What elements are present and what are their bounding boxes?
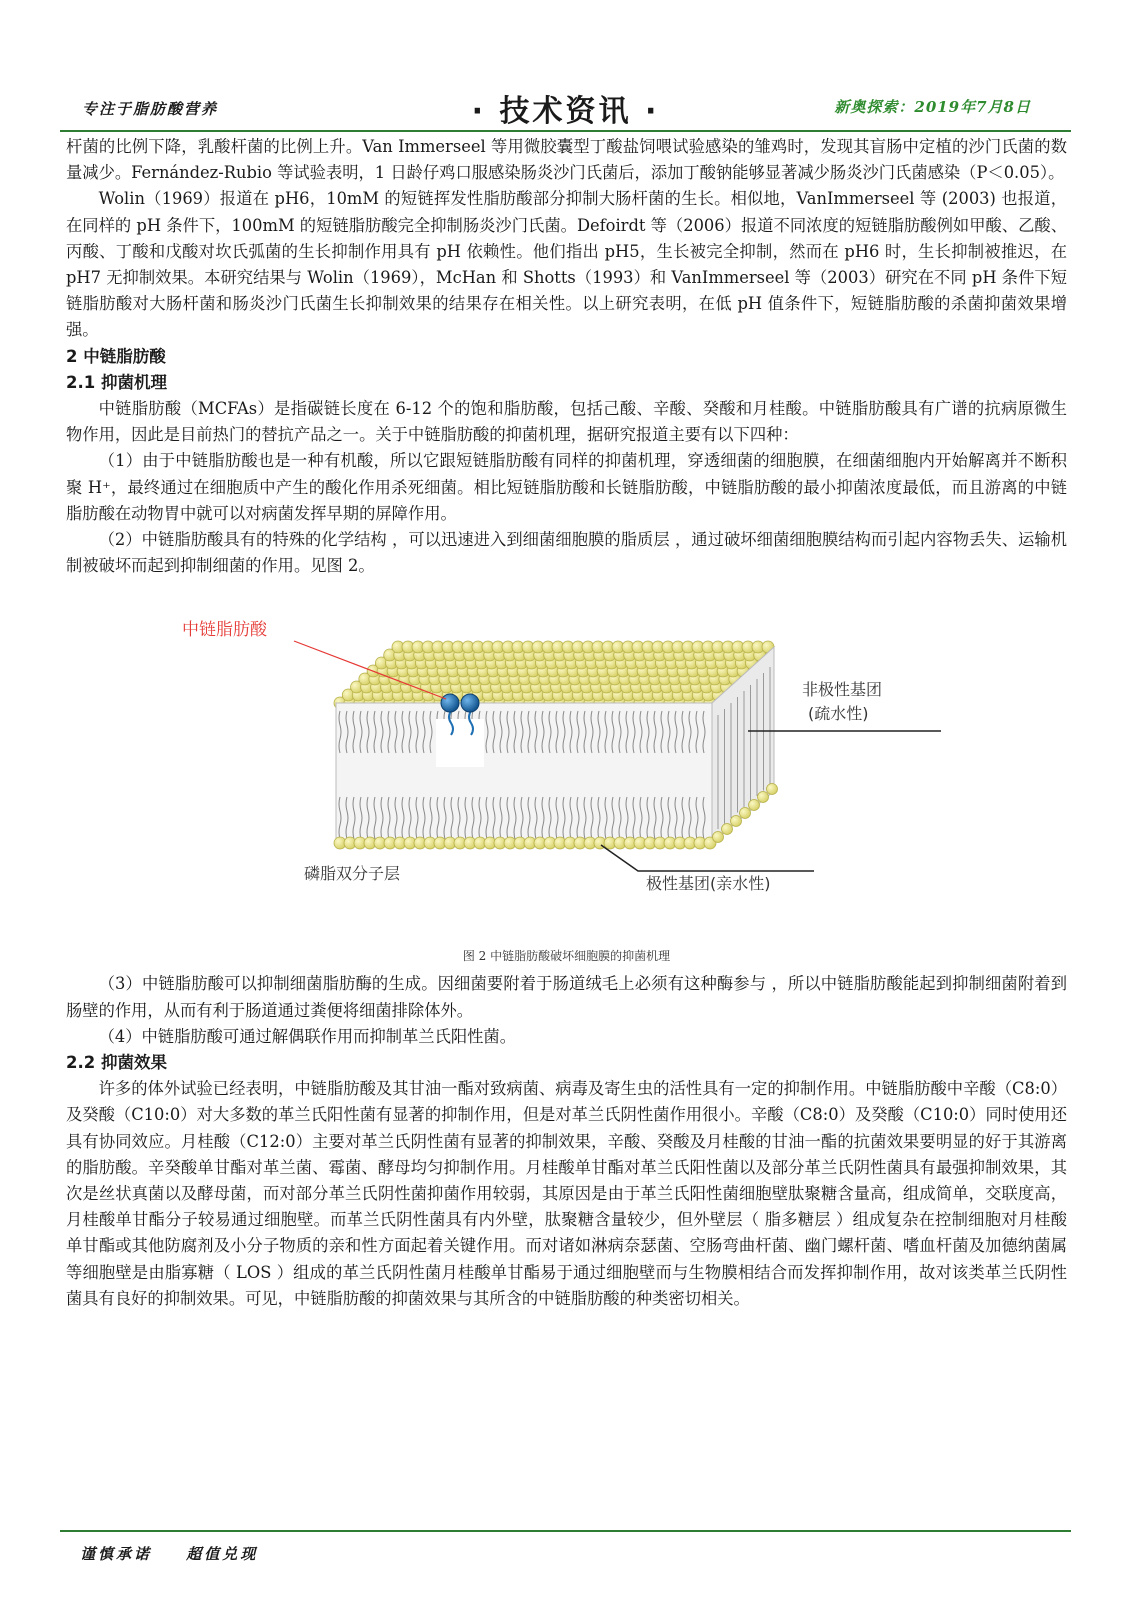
label-nonpolar-sub: (疏水性) <box>808 704 869 724</box>
lipid-head <box>713 832 724 843</box>
header-slogan: 专注于脂肪酸营养 <box>82 100 219 118</box>
header-date: 新奥探索：2019年7月8日 <box>834 98 1031 116</box>
header-rule <box>60 130 1071 132</box>
heading-effect: 2.2 抑菌效果 <box>66 1053 167 1073</box>
article-body <box>66 134 1067 1312</box>
label-polar: 极性基团(亲水性) <box>646 874 771 894</box>
label-nonpolar: 非极性基团 <box>802 680 883 700</box>
label-polar-leader <box>601 845 814 871</box>
paragraph-1: 杆菌的比例下降，乳酸杆菌的比例上升。Van Immerseel 等用微胶囊型丁酸盐饲喂试验感染的雏鸡时，发现其盲肠中定植的沙门氏菌的数量减少。Fernández-Rubio 等试验表明，1 日龄仔鸡口服感染肠炎沙门氏菌后，添加丁酸钠能够显著减少肠炎沙门氏菌感染（P＜0.05）。 <box>66 137 1067 183</box>
paragraph-5: （2）中链脂肪酸具有的特殊的化学结构 ，可以迅速进入到细菌细胞膜的脂质层 ，通过破坏细菌细胞膜结构而引起内容物丢失、运输机制被破坏而起到抑制细菌的作用。见图 2。 <box>66 530 1067 576</box>
figure-2 <box>66 607 1067 971</box>
figure-caption: 图 2 中链脂肪酸破坏细胞膜的抑菌机理 <box>462 949 671 964</box>
membrane-diagram <box>66 607 1067 937</box>
paragraph-3: 中链脂肪酸（MCFAs）是指碳链长度在 6-12 个的饱和脂肪酸，包括己酸、辛酸、癸酸和月桂酸。中链脂肪酸具有广谱的抗病原微生物作用，因此是目前热门的替抗产品之一。关于中链脂肪酸的抑菌机理，据研究报道主要有以下四种： <box>66 399 1067 445</box>
lipid-head <box>722 824 733 835</box>
footer-slogan-right: 超值兑现 <box>186 1545 259 1563</box>
page-footer <box>80 1543 284 1564</box>
footer-slogan-left: 谨慎承诺 <box>80 1545 153 1563</box>
label-bilayer: 磷脂双分子层 <box>304 864 401 884</box>
footer-rule <box>60 1530 1071 1532</box>
lipid-head <box>758 792 769 803</box>
lipid-head <box>731 816 742 827</box>
heading-mcfa: 2 中链脂肪酸 <box>66 346 166 366</box>
lipid-head <box>740 808 751 819</box>
lipid-head <box>749 800 760 811</box>
mcfa-head <box>441 694 459 712</box>
paragraph-8: 许多的体外试验已经表明，中链脂肪酸及其甘油一酯对致病菌、病毒及寄生虫的活性具有一定的抑制作用。中链脂肪酸中辛酸（C8:0）及癸酸（C10:0）对大多数的革兰氏阳性菌有显著的抑制作用，但是对革兰氏阴性菌作用很小。辛酸（C8:0）及癸酸（C10:0）同时使用还具有协同效应。月桂酸（C12:0）主要对革兰氏阴性菌有显著的抑制效果，辛酸、癸酸及月桂酸的甘油一酯的抗菌效果要明显的好于其游离的脂肪酸。辛癸酸单甘酯对革兰菌、霉菌、酵母均匀抑制作用。月桂酸单甘酯对革兰氏阳性菌以及部分革兰氏阴性菌具有最强抑制效果，其次是丝状真菌以及酵母菌，而对部分革兰氏阴性菌抑菌作用较弱，其原因是由于革兰氏阳性菌细胞壁肽聚糖含量高，组成简单，交联度高，月桂酸单甘酯分子较易通过细胞壁。而革兰氏阴性菌具有内外壁，肽聚糖含量较少，但外壁层（ 脂多糖层 ）组成复杂在控制细胞对月桂酸单甘酯或其他防腐剂及小分子物质的亲和性方面起着关键作用。而对诸如淋病奈瑟菌、空肠弯曲杆菌、幽门螺杆菌、嗜血杆菌及加德纳菌属等细胞壁是由脂寡糖（ LOS ）组成的革兰氏阴性菌月桂酸单甘酯易于通过细胞壁而与生物膜相结合而发挥抑制作用，故对该类革兰氏阴性菌具有良好的抑制效果。可见，中链脂肪酸的抑菌效果与其所含的中链脂肪酸的种类密切相关。 <box>66 1079 1067 1308</box>
heading-mechanism: 2.1 抑菌机理 <box>66 372 167 392</box>
paragraph-4: （1）由于中链脂肪酸也是一种有机酸，所以它跟短链脂肪酸有同样的抑菌机理，穿透细菌的细胞膜，在细菌细胞内开始解离并不断积聚 H⁺，最终通过在细胞质中产生的酸化作用杀死细菌。相比短链脂肪酸和长链脂肪酸，中链脂肪酸的最小抑菌浓度最低，而且游离的中链脂肪酸在动物胃中就可以对病菌发挥早期的屏障作用。 <box>66 451 1067 523</box>
page-header <box>60 84 1071 130</box>
label-mcfa: 中链脂肪酸 <box>182 620 267 641</box>
lipid-head <box>767 784 778 795</box>
mcfa-head <box>461 694 479 712</box>
lipid-heads-top <box>334 641 774 709</box>
membrane-disruption-gap <box>436 719 484 767</box>
paragraph-2: Wolin（1969）报道在 pH6，10mM 的短链挥发性脂肪酸部分抑制大肠杆菌的生长。相似地，VanImmerseel 等 (2003) 也报道，在同样的 pH 条件下，100mM 的短链脂肪酸完全抑制肠炎沙门氏菌。Defoirdt 等（2006）报道不同浓度的短链脂肪酸例如甲酸、乙酸、丙酸、丁酸和戊酸对坎氏弧菌的生长抑制作用具有 pH 依赖性。他们指出 pH5，生长被完全抑制，然而在 pH6 时，生长抑制被推迟，在 pH7 无抑制效果。本研究结果与 Wolin（1969），McHan 和 Shotts（1993）和 VanImmerseel 等（2003）研究在不同 pH 条件下短链脂肪酸对大肠杆菌和肠炎沙门氏菌生长抑制效果的结果存在相关性。以上研究表明，在低 pH 值条件下，短链脂肪酸的杀菌抑菌效果增强。 <box>66 189 1067 340</box>
header-section-title: · 技术资讯 · <box>471 94 660 129</box>
paragraph-7: （4）中链脂肪酸可通过解偶联作用而抑制革兰氏阳性菌。 <box>98 1026 516 1046</box>
paragraph-6: （3）中链脂肪酸可以抑制细菌脂肪酶的生成。因细菌要附着于肠道绒毛上必须有这种酶参与 ，所以中链脂肪酸能起到抑制细菌附着到肠壁的作用，从而有利于肠道通过粪便将细菌排除体外。 <box>66 974 1067 1020</box>
